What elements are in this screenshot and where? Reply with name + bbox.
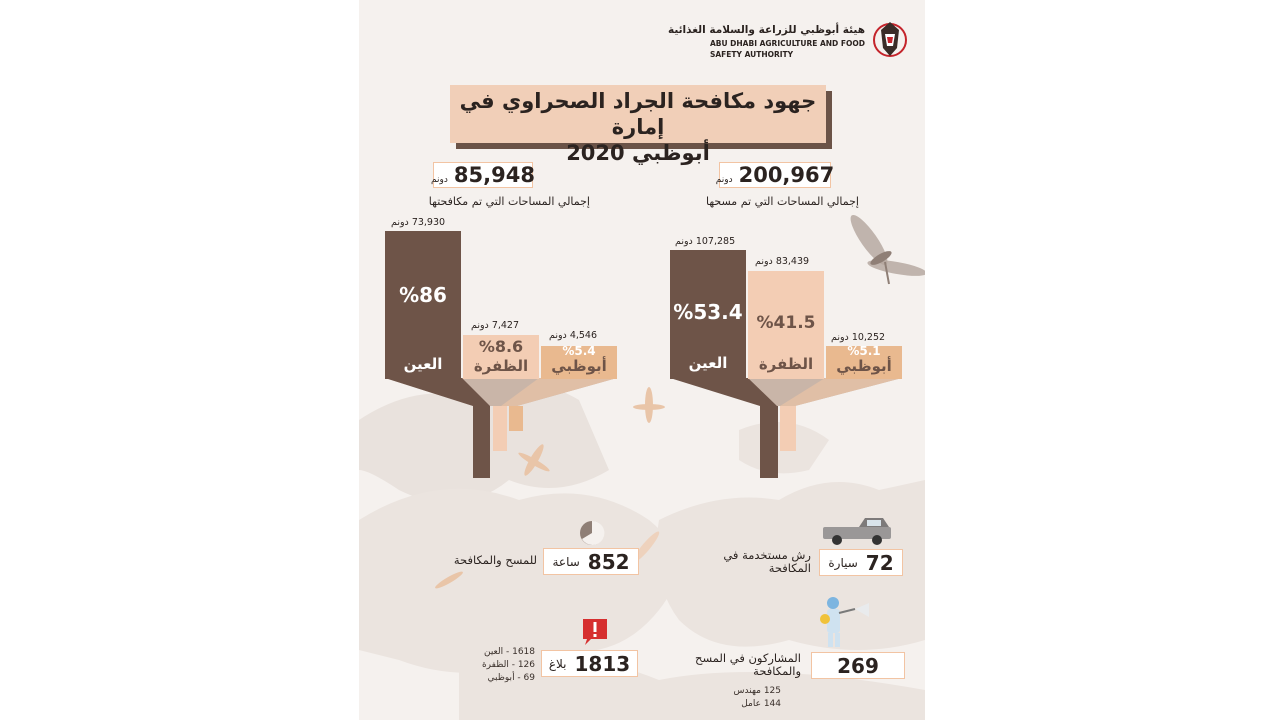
- org-name-english-line2: SAFETY AUTHORITY: [709, 50, 794, 59]
- bar-combated-abudhabi: [541, 346, 617, 379]
- locust-illustration-icon: [839, 210, 925, 290]
- combated-total-unit: دونم: [431, 175, 448, 185]
- vehicles-label: رش مستخدمة في المكافحة: [723, 548, 811, 575]
- locust-small-icon-4: [429, 565, 469, 595]
- combated-total-box: [433, 162, 533, 188]
- reports-number: 1813: [574, 651, 631, 676]
- region-label: أبوظبي: [551, 357, 607, 375]
- vehicles-number: 72: [865, 550, 894, 575]
- pickup-truck-icon: [819, 515, 895, 547]
- participants-label: المشاركون في المسح والمكافحة: [695, 651, 801, 678]
- value-number: 73,930: [411, 217, 446, 228]
- reports-dhafra: 126 - الظفرة: [481, 660, 535, 670]
- surveyed-total-unit: دونم: [715, 175, 733, 185]
- hours-unit: ساعة: [552, 554, 580, 569]
- surveyed-total-label: إجمالي المساحات التي تم مسحها: [705, 195, 859, 208]
- value-number: 4,546: [569, 330, 598, 341]
- org-name-english: [710, 38, 865, 60]
- value-number: 83,439: [775, 256, 810, 267]
- participants-number: 269: [837, 653, 879, 678]
- vehicles-unit: سيارة: [828, 555, 858, 570]
- sprayer-worker-icon: [817, 595, 869, 651]
- page-title: [450, 85, 826, 165]
- value-number: 7,427: [491, 320, 520, 331]
- surveyed-funnel: [670, 378, 902, 480]
- infographic-poster: [359, 0, 925, 720]
- reports-abudhabi: 69 - أبوظبي: [487, 673, 535, 683]
- value-label-combated-abudhabi: [549, 330, 597, 341]
- region-label: الظفرة: [758, 355, 814, 373]
- value-label-combated-alain: [391, 217, 445, 228]
- percent-label: %86: [399, 283, 447, 307]
- bar-combated-dhafra: [463, 335, 539, 379]
- percent-label: %5.1: [847, 344, 881, 358]
- value-unit: دونم: [549, 330, 567, 341]
- alert-icon: [581, 617, 609, 647]
- bar-combated-alain: [385, 231, 461, 379]
- value-label-surveyed-abudhabi: [831, 332, 885, 343]
- percent-label: %41.5: [756, 313, 816, 333]
- clock-pie-icon: [578, 519, 606, 547]
- bar-surveyed-abudhabi: [826, 346, 902, 379]
- participants-workers: 144 عامل: [741, 699, 781, 709]
- surveyed-total-value: 200,967: [738, 163, 835, 187]
- combated-total-label: إجمالي المساحات التي تم مكافحتها: [428, 195, 590, 208]
- percent-label: %53.4: [673, 300, 743, 324]
- percent-label: %5.4: [562, 344, 596, 358]
- reports-box: [541, 650, 638, 677]
- org-name-english-line1: ABU DHABI AGRICULTURE AND FOOD: [709, 39, 865, 48]
- combated-total-value: 85,948: [453, 163, 535, 187]
- value-label-surveyed-dhafra: [755, 256, 809, 267]
- value-label-surveyed-alain: [675, 236, 735, 247]
- value-unit: دونم: [831, 332, 849, 343]
- value-unit: دونم: [755, 256, 773, 267]
- vehicles-box: [819, 549, 903, 576]
- bar-surveyed-alain: [670, 250, 746, 379]
- reports-alain: 1618 - العين: [483, 647, 535, 657]
- title-line-1: جهود مكافحة الجراد الصحراوي في إمارة: [459, 89, 817, 139]
- value-unit: دونم: [391, 217, 409, 228]
- region-label: العين: [403, 355, 443, 373]
- hours-label: للمسح والمكافحة: [453, 553, 537, 567]
- surveyed-total-box: [715, 162, 835, 188]
- region-label: أبوظبي: [836, 357, 892, 375]
- combated-funnel: [385, 378, 617, 480]
- authority-logo-icon: [873, 18, 907, 64]
- hours-box: [543, 548, 639, 575]
- reports-breakdown: [482, 646, 535, 685]
- region-label: الظفرة: [473, 357, 529, 375]
- region-label: العين: [688, 354, 728, 372]
- participants-box: [811, 652, 905, 679]
- hours-number: 852: [587, 549, 630, 574]
- participants-breakdown: [734, 685, 781, 711]
- participants-engineers: 125 مهندس: [733, 686, 781, 696]
- value-unit: دونم: [471, 320, 489, 331]
- bar-surveyed-dhafra: [748, 271, 824, 379]
- value-label-combated-dhafra: [471, 320, 519, 331]
- value-number: 10,252: [851, 332, 886, 343]
- org-name-arabic: هيئة أبوظبي للزراعة والسلامة الغذائية: [667, 24, 865, 36]
- reports-unit: بلاغ: [548, 656, 567, 671]
- locust-small-icon: [629, 385, 669, 430]
- value-unit: دونم: [675, 236, 693, 247]
- value-number: 107,285: [695, 236, 736, 247]
- title-line-2: أبوظبي 2020: [566, 141, 710, 165]
- percent-label: %8.6: [478, 337, 524, 356]
